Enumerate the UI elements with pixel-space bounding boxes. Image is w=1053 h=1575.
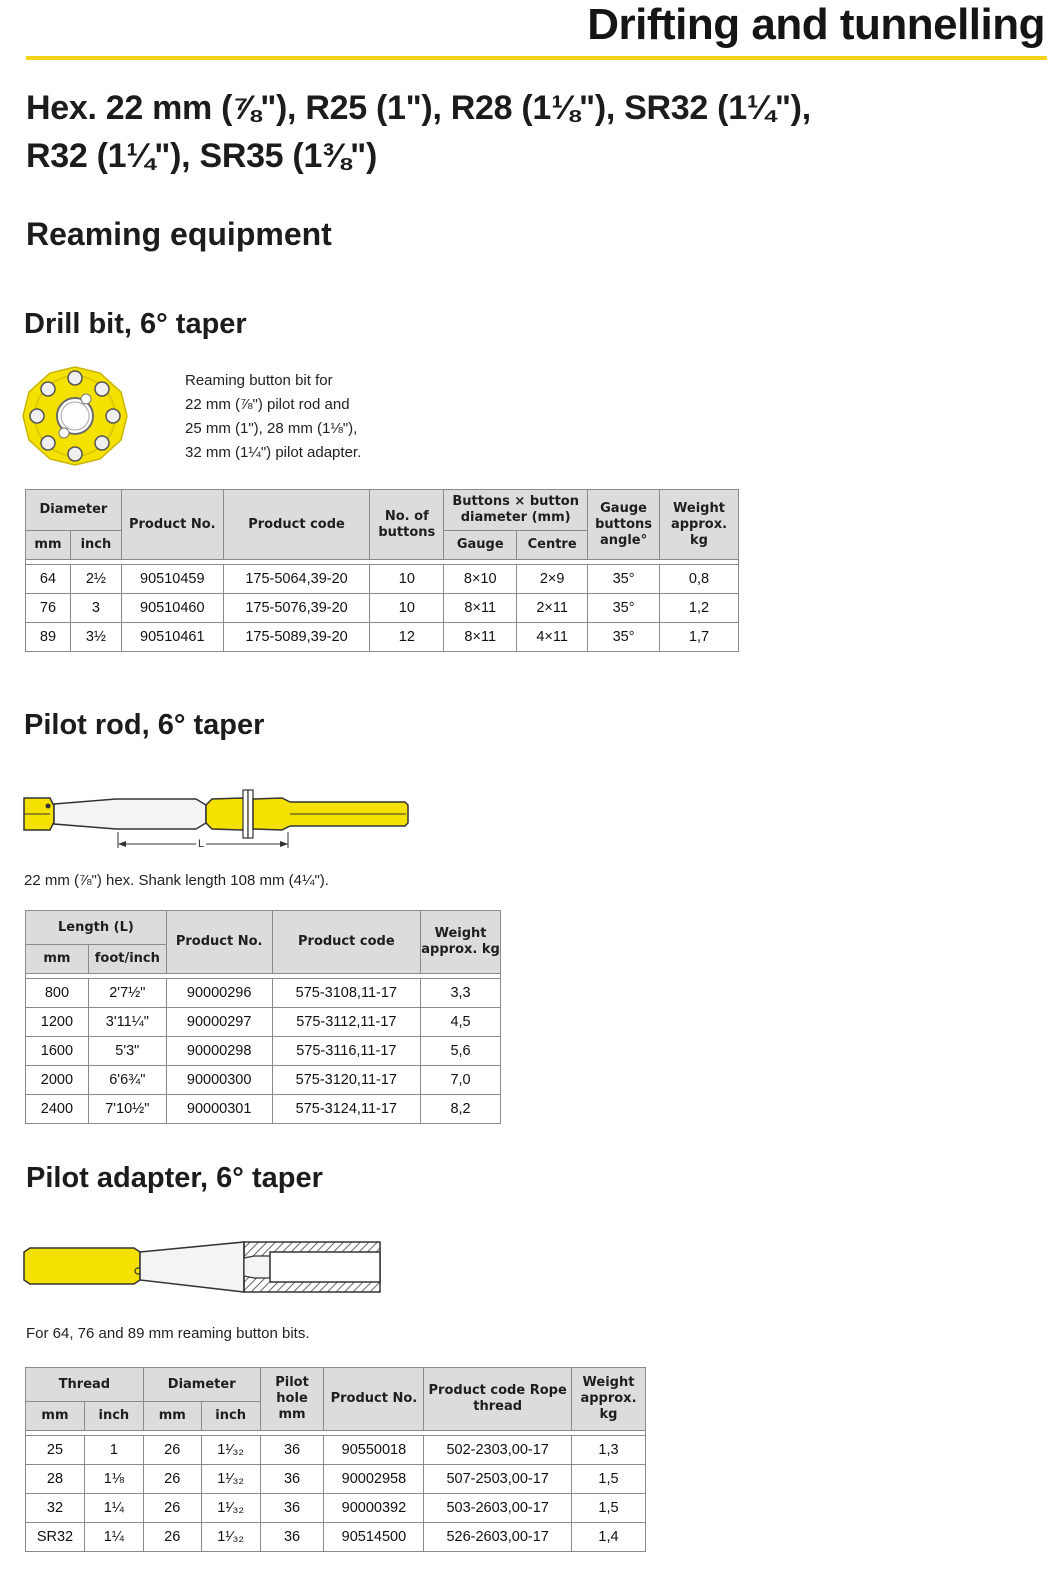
table-cell: 4,5	[421, 1008, 501, 1037]
table-cell: 1,5	[571, 1494, 645, 1523]
table-cell: 8,2	[421, 1095, 501, 1124]
pilot-rod-note: 22 mm (⅞") hex. Shank length 108 mm (4¼").	[24, 872, 329, 889]
table-cell: 1¹⁄₃₂	[201, 1494, 260, 1523]
col-header-mm: mm	[143, 1402, 201, 1431]
table-cell: 175-5076,39-20	[223, 594, 370, 623]
col-header-inch: inch	[84, 1402, 143, 1431]
table-cell: 25	[26, 1436, 85, 1465]
table-row	[26, 1523, 646, 1552]
table-cell: 175-5089,39-20	[223, 623, 370, 652]
table-cell: 8×11	[444, 623, 517, 652]
table-cell: 90000300	[166, 1066, 272, 1095]
table-cell: 90510459	[121, 565, 223, 594]
section-header: Drifting and tunnelling	[587, 0, 1045, 49]
table-cell: 1¹⁄₃₂	[201, 1465, 260, 1494]
table-cell: 7,0	[421, 1066, 501, 1095]
page-title-line-2: R32 (1¼"), SR35 (1⅜")	[26, 137, 377, 175]
col-header-weight: Weight approx. kg	[421, 911, 501, 974]
table-cell: 1,2	[660, 594, 739, 623]
col-header-product-code: Product code Rope thread	[424, 1368, 572, 1431]
table-cell: 36	[260, 1494, 324, 1523]
table-cell: 575-3120,11-17	[272, 1066, 421, 1095]
table-cell: 89	[26, 623, 71, 652]
table-cell: 7'10½"	[88, 1095, 166, 1124]
table-cell: 1600	[26, 1037, 89, 1066]
col-header-weight: Weight approx. kg	[660, 490, 739, 560]
table-cell: 526-2603,00-17	[424, 1523, 572, 1552]
table-row	[26, 1465, 646, 1494]
col-header-product-code: Product code	[223, 490, 370, 560]
table-cell: 1	[84, 1436, 143, 1465]
col-header-diameter: Diameter	[143, 1368, 260, 1402]
table-cell: 26	[143, 1494, 201, 1523]
page-title-line-1: Hex. 22 mm (⅞"), R25 (1"), R28 (1⅛"), SR32 (1¼"),	[26, 89, 811, 127]
table-cell: 35°	[588, 594, 660, 623]
table-cell: 3'11¼"	[88, 1008, 166, 1037]
table-cell: 8×11	[444, 594, 517, 623]
table-cell: 36	[260, 1436, 324, 1465]
table-cell: 3,3	[421, 979, 501, 1008]
table-cell: 6'6¾"	[88, 1066, 166, 1095]
table-cell: 1,7	[660, 623, 739, 652]
table-cell: 175-5064,39-20	[223, 565, 370, 594]
table-cell: 1,5	[571, 1465, 645, 1494]
table-cell: 90550018	[324, 1436, 424, 1465]
table-cell: 90000298	[166, 1037, 272, 1066]
col-header-no-of-buttons: No. of buttons	[370, 490, 444, 560]
table-cell: 507-2503,00-17	[424, 1465, 572, 1494]
table-cell: 26	[143, 1523, 201, 1552]
col-header-inch: inch	[201, 1402, 260, 1431]
table-row	[26, 1436, 646, 1465]
pilot-rod-heading: Pilot rod, 6° taper	[24, 709, 265, 741]
table-row	[26, 623, 739, 652]
section-subtitle: Reaming equipment	[26, 216, 332, 252]
table-cell: 35°	[588, 565, 660, 594]
table-cell: 3	[70, 594, 121, 623]
table-cell: 1⅛	[84, 1465, 143, 1494]
table-cell: 90000301	[166, 1095, 272, 1124]
drill-bit-description-line: Reaming button bit for	[185, 372, 333, 389]
drill-bit-description-line: 25 mm (1"), 28 mm (1⅛"),	[185, 420, 358, 437]
table-cell: 1200	[26, 1008, 89, 1037]
table-cell: 503-2603,00-17	[424, 1494, 572, 1523]
table-row	[26, 594, 739, 623]
col-header-pilot-hole: Pilot hole mm	[260, 1368, 324, 1431]
pilot-adapter-heading: Pilot adapter, 6° taper	[26, 1162, 323, 1194]
col-header-product-code: Product code	[272, 911, 421, 974]
col-header-mm: mm	[26, 1402, 85, 1431]
table-cell: 1¹⁄₃₂	[201, 1523, 260, 1552]
col-header-product-no: Product No.	[121, 490, 223, 560]
table-row	[26, 1494, 646, 1523]
table-cell: 575-3116,11-17	[272, 1037, 421, 1066]
col-header-product-no: Product No.	[324, 1368, 424, 1431]
table-cell: 28	[26, 1465, 85, 1494]
table-cell: 1¹⁄₃₂	[201, 1436, 260, 1465]
table-cell: 2'7½"	[88, 979, 166, 1008]
table-cell: 32	[26, 1494, 85, 1523]
table-cell: 10	[370, 565, 444, 594]
table-row	[26, 1095, 501, 1124]
table-cell: 64	[26, 565, 71, 594]
col-header-thread: Thread	[26, 1368, 144, 1402]
table-row	[26, 565, 739, 594]
table-cell: 2400	[26, 1095, 89, 1124]
pilot-adapter-note: For 64, 76 and 89 mm reaming button bits.	[26, 1325, 310, 1342]
pilot-rod-image	[20, 786, 414, 852]
table-cell: 76	[26, 594, 71, 623]
table-cell: 1¼	[84, 1494, 143, 1523]
col-header-centre: Centre	[517, 531, 588, 560]
table-cell: 0,8	[660, 565, 739, 594]
table-cell: 90000297	[166, 1008, 272, 1037]
table-cell: 1,3	[571, 1436, 645, 1465]
table-cell: 90000296	[166, 979, 272, 1008]
table-cell: 3½	[70, 623, 121, 652]
pilot-rod-table	[25, 910, 501, 1124]
table-cell: 1,4	[571, 1523, 645, 1552]
page-title	[26, 84, 811, 180]
table-cell: 12	[370, 623, 444, 652]
table-cell: 575-3112,11-17	[272, 1008, 421, 1037]
table-row	[26, 979, 501, 1008]
table-cell: 35°	[588, 623, 660, 652]
table-cell: 4×11	[517, 623, 588, 652]
drill-bit-image	[18, 364, 132, 468]
drill-bit-table	[25, 489, 739, 652]
table-cell: 90510461	[121, 623, 223, 652]
dimension-label-l: L	[197, 838, 205, 850]
table-cell: 800	[26, 979, 89, 1008]
table-cell: 5,6	[421, 1037, 501, 1066]
col-header-product-no: Product No.	[166, 911, 272, 974]
table-cell: SR32	[26, 1523, 85, 1552]
pilot-adapter-table	[25, 1367, 646, 1552]
table-cell: 2000	[26, 1066, 89, 1095]
table-cell: 36	[260, 1465, 324, 1494]
table-cell: 502-2303,00-17	[424, 1436, 572, 1465]
col-header-mm: mm	[26, 531, 71, 560]
drill-bit-description-line: 22 mm (⅞") pilot rod and	[185, 396, 350, 413]
table-row	[26, 1037, 501, 1066]
pilot-adapter-image	[20, 1234, 386, 1298]
drill-bit-heading: Drill bit, 6° taper	[24, 308, 247, 340]
drill-bit-description	[185, 369, 361, 465]
table-cell: 90510460	[121, 594, 223, 623]
table-cell: 26	[143, 1465, 201, 1494]
header-rule	[26, 56, 1047, 60]
col-header-mm: mm	[26, 945, 89, 974]
col-header-foot-inch: foot/inch	[88, 945, 166, 974]
col-header-gauge: Gauge	[444, 531, 517, 560]
table-row	[26, 1008, 501, 1037]
table-cell: 90514500	[324, 1523, 424, 1552]
table-cell: 2×9	[517, 565, 588, 594]
table-cell: 2½	[70, 565, 121, 594]
table-cell: 5'3"	[88, 1037, 166, 1066]
table-cell: 26	[143, 1436, 201, 1465]
col-header-gauge-angle: Gauge buttons angle°	[588, 490, 660, 560]
table-cell: 10	[370, 594, 444, 623]
table-cell: 90002958	[324, 1465, 424, 1494]
col-header-length: Length (L)	[26, 911, 167, 945]
table-cell: 36	[260, 1523, 324, 1552]
table-cell: 575-3124,11-17	[272, 1095, 421, 1124]
table-cell: 2×11	[517, 594, 588, 623]
drill-bit-description-line: 32 mm (1¼") pilot adapter.	[185, 444, 362, 461]
col-header-weight: Weight approx. kg	[571, 1368, 645, 1431]
table-cell: 1¼	[84, 1523, 143, 1552]
table-row	[26, 1066, 501, 1095]
col-header-inch: inch	[70, 531, 121, 560]
table-cell: 575-3108,11-17	[272, 979, 421, 1008]
table-cell: 90000392	[324, 1494, 424, 1523]
col-header-diameter: Diameter	[26, 490, 122, 531]
table-cell: 8×10	[444, 565, 517, 594]
col-header-buttons-diameter: Buttons × button diameter (mm)	[444, 490, 588, 531]
